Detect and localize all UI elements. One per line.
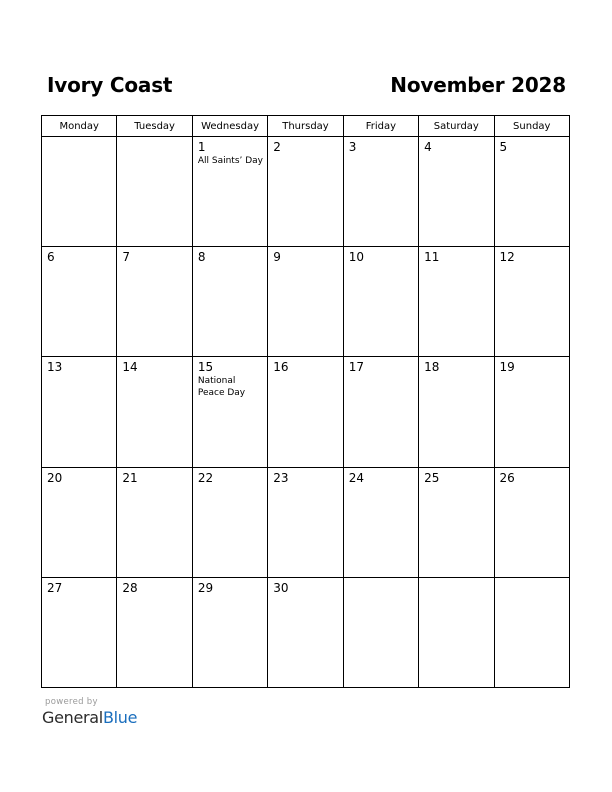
empty-day-cell	[42, 137, 117, 247]
day-cell	[268, 247, 343, 357]
day-cell	[343, 467, 418, 577]
week-row	[42, 467, 570, 577]
day-cell	[343, 247, 418, 357]
day-cell	[494, 247, 569, 357]
empty-day-cell	[419, 577, 494, 687]
day-cell	[268, 137, 343, 247]
day-number: 16	[273, 360, 289, 375]
empty-day-cell	[494, 577, 569, 687]
weekday-header-row	[42, 116, 570, 137]
day-cell	[419, 247, 494, 357]
calendar-header	[47, 70, 566, 100]
day-number: 17	[348, 360, 364, 375]
logo-blue-text: Blue	[102, 708, 138, 727]
day-cell	[117, 467, 192, 577]
day-number: 4	[424, 140, 432, 154]
day-number: 10	[348, 250, 364, 265]
day-cell	[42, 357, 117, 467]
day-number: 15	[197, 360, 214, 375]
day-number: 18	[424, 360, 440, 375]
day-number: 26	[499, 470, 515, 485]
holiday-label: All Saints’ Day	[197, 156, 264, 166]
day-number: 7	[122, 250, 131, 265]
day-cell	[268, 357, 343, 467]
day-cell	[419, 137, 494, 247]
day-number: 25	[424, 470, 440, 485]
day-cell	[192, 137, 267, 247]
week-row	[42, 247, 570, 357]
day-number: 27	[47, 580, 63, 595]
weekday-header-wednesday: Wednesday	[192, 116, 267, 137]
day-number: 22	[197, 470, 214, 485]
calendar-grid	[41, 115, 570, 688]
day-number: 6	[47, 250, 55, 265]
day-number: 29	[197, 580, 214, 595]
day-cell	[494, 137, 569, 247]
day-number: 12	[499, 250, 515, 265]
day-number: 19	[499, 360, 515, 375]
day-cell	[117, 247, 192, 357]
day-number: 24	[348, 470, 364, 485]
day-number: 30	[273, 580, 289, 595]
day-cell	[343, 357, 418, 467]
weekday-header-sunday: Sunday	[494, 116, 569, 137]
logo-general-text: General	[42, 708, 103, 727]
footer	[42, 697, 137, 727]
generalblue-logo	[42, 708, 137, 727]
day-cell	[268, 467, 343, 577]
day-cell	[268, 577, 343, 687]
day-number: 14	[122, 360, 138, 375]
week-row	[42, 577, 570, 687]
day-number: 9	[273, 250, 281, 265]
day-number: 5	[499, 140, 508, 154]
day-number: 1	[197, 140, 206, 154]
day-number: 28	[122, 580, 138, 595]
weekday-header-tuesday: Tuesday	[117, 116, 192, 137]
day-cell	[343, 137, 418, 247]
weekday-header-friday: Friday	[343, 116, 418, 137]
day-number: 21	[122, 470, 138, 485]
day-cell	[192, 467, 267, 577]
week-row	[42, 357, 570, 467]
day-cell	[117, 357, 192, 467]
day-number: 3	[348, 140, 357, 154]
weekday-header-thursday: Thursday	[268, 116, 343, 137]
month-title: November 2028	[390, 73, 566, 97]
day-number: 23	[273, 470, 289, 485]
day-number: 13	[47, 360, 63, 375]
weekday-header-saturday: Saturday	[419, 116, 494, 137]
day-cell	[192, 247, 267, 357]
weekday-header-monday: Monday	[42, 116, 117, 137]
calendar-body	[42, 137, 570, 688]
day-cell	[192, 357, 267, 467]
week-row	[42, 137, 570, 247]
day-cell	[419, 357, 494, 467]
day-cell	[42, 247, 117, 357]
empty-day-cell	[343, 577, 418, 687]
day-cell	[42, 577, 117, 687]
day-cell	[494, 467, 569, 577]
day-number: 8	[197, 250, 206, 265]
country-title: Ivory Coast	[47, 73, 173, 97]
day-cell	[192, 577, 267, 687]
day-number: 11	[424, 250, 440, 265]
day-cell	[494, 357, 569, 467]
day-number: 2	[273, 140, 281, 154]
day-cell	[117, 577, 192, 687]
day-cell	[42, 467, 117, 577]
day-number: 20	[47, 470, 63, 485]
powered-by-label: powered by	[45, 697, 98, 707]
holiday-label: National Peace Day	[197, 376, 246, 399]
day-cell	[419, 467, 494, 577]
empty-day-cell	[117, 137, 192, 247]
